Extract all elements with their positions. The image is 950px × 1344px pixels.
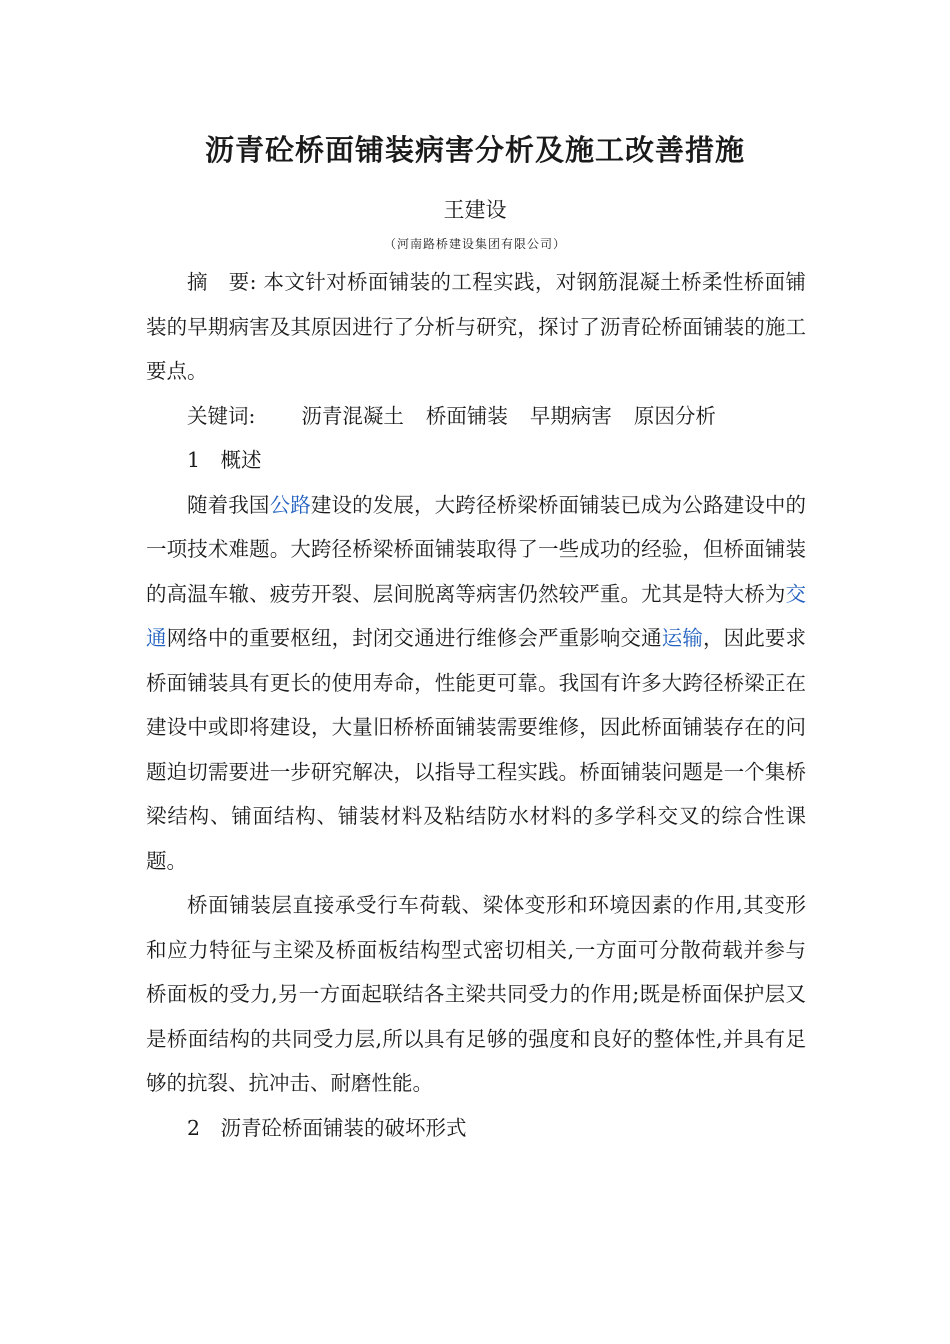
body-paragraph-2: 桥面铺装层直接承受行车荷载、梁体变形和环境因素的作用,其变形和应力特征与主梁及桥面板结构型式密切相关,一方面可分散荷载并参与桥面板的受力,另一方面起联结各主梁共同受力的作用;既是桥面保护层又是桥面结构的共同受力层,所以具有足够的强度和良好的整体性,并具有足够的抗裂、抗冲击、耐磨性能。 — [146, 893, 806, 1095]
document-body — [146, 260, 806, 1150]
abstract-paragraph — [146, 260, 806, 394]
section-title: 沥青砼桥面铺装的破坏形式 — [220, 1115, 467, 1140]
author-affiliation: （河南路桥建设集团有限公司） — [383, 237, 566, 251]
paragraph-text: 随着我国 — [187, 492, 270, 517]
abstract-text: 本文针对桥面铺装的工程实践，对钢筋混凝土桥柔性桥面铺装的早期病害及其原因进行了分析与研究，探讨了沥青砼桥面铺装的施工要点。 — [146, 270, 806, 383]
keyword-item: 早期病害 — [529, 403, 612, 428]
body-paragraph-1 — [146, 483, 806, 884]
abstract-label: 摘 要: — [187, 270, 257, 294]
section-number: 2 — [187, 1115, 201, 1140]
document-title: 沥青砼桥面铺装病害分析及施工改善措施 — [204, 133, 745, 167]
keyword-item: 沥青混凝土 — [301, 403, 404, 428]
keyword-item: 桥面铺装 — [425, 403, 508, 428]
traffic-link[interactable]: 交通 — [146, 581, 806, 650]
keywords-label: 关键词: — [187, 403, 256, 428]
section-title: 概述 — [220, 448, 262, 472]
highway-link[interactable]: 公路 — [269, 492, 311, 517]
paragraph-text: 建设的发展，大跨径桥梁桥面铺装已成为公路建设中的一项技术难题。大跨径桥梁桥面铺装取得了一些成功的经验，但桥面铺装的高温车辙、疲劳开裂、层间脱离等病害仍然较严重。尤其是特大桥为 — [146, 492, 807, 606]
author-name: 王建设 — [443, 198, 507, 222]
section-heading-1 — [146, 438, 806, 483]
keyword-item: 原因分析 — [633, 403, 716, 428]
paragraph-text: 网络中的重要枢纽，封闭交通进行维修会严重影响交通 — [166, 626, 662, 650]
transport-link[interactable]: 运输 — [661, 626, 704, 650]
section-heading-2 — [146, 1106, 806, 1151]
keywords-line — [146, 394, 806, 439]
paragraph-text: ，因此要求桥面铺装具有更长的使用寿命，性能更可靠。我国有许多大跨径桥梁正在建设中或即将建设，大量旧桥桥面铺装需要维修，因此桥面铺装存在的问题迫切需要进一步研究解决，以指导工程实践。桥面铺装问题是一个集桥梁结构、铺面结构、铺装材料及粘结防水材料的多学科交叉的综合性课题。 — [146, 626, 807, 873]
section-number: 1 — [187, 448, 201, 472]
